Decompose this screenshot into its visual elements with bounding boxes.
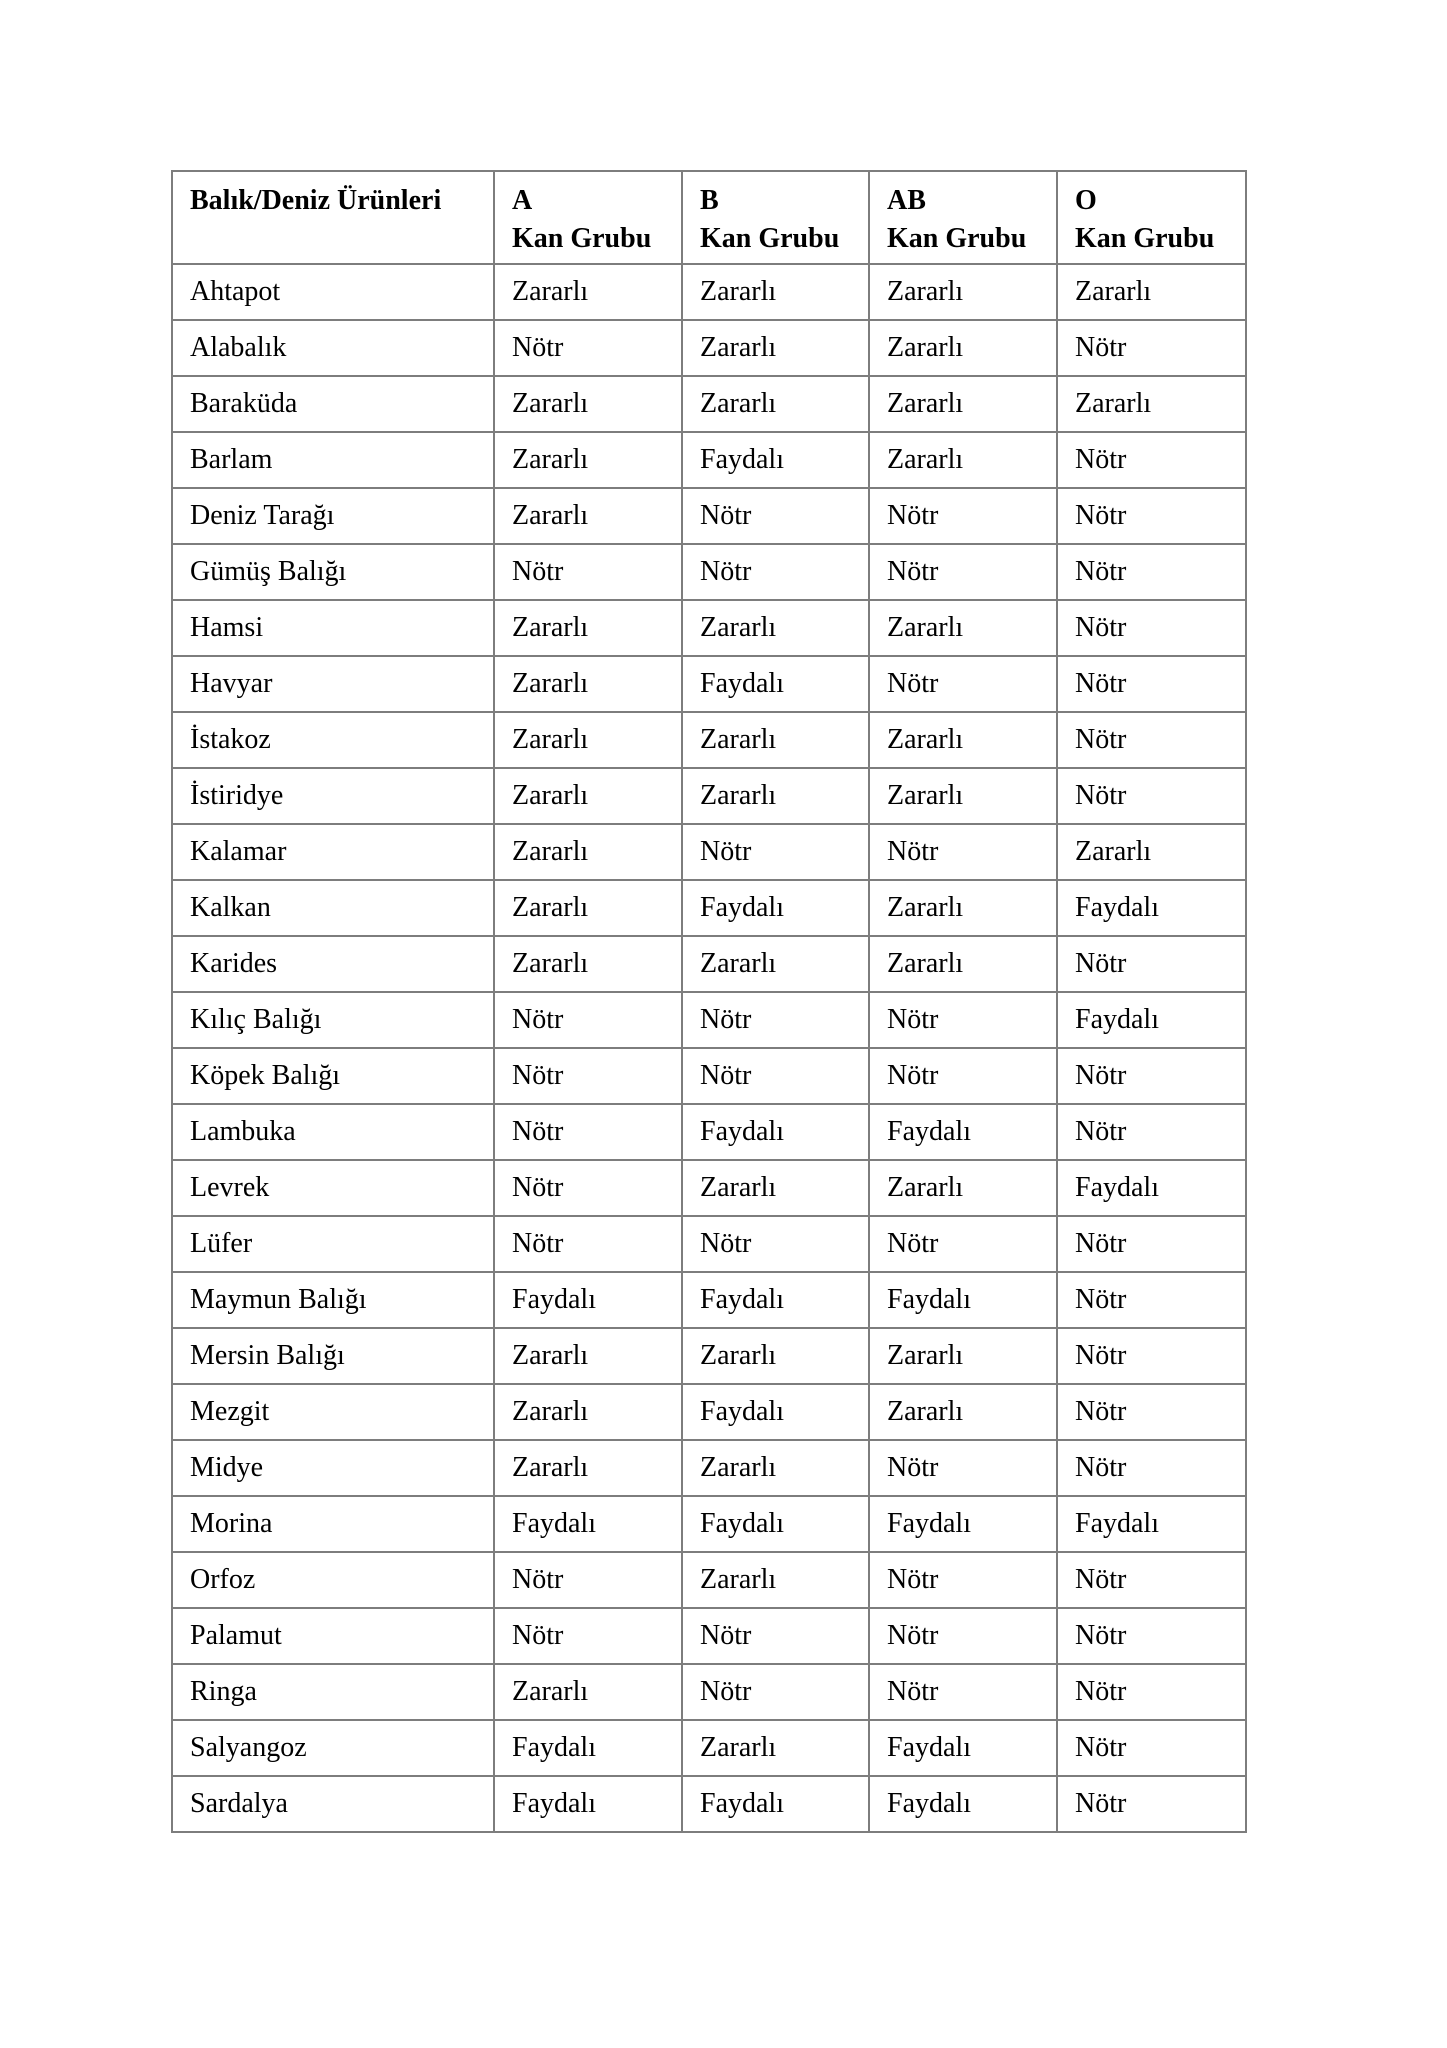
table-row (172, 768, 1246, 824)
blood-group-o-value-cell: Nötr (1057, 712, 1246, 768)
blood-group-b-value-cell: Nötr (682, 1664, 869, 1720)
blood-group-ab-value-cell: Zararlı (869, 1328, 1057, 1384)
blood-group-ab-value-cell: Zararlı (869, 432, 1057, 488)
blood-group-b-value-cell: Zararlı (682, 1552, 869, 1608)
blood-group-a-value-cell: Nötr (494, 1160, 682, 1216)
blood-group-ab-value-cell: Zararlı (869, 600, 1057, 656)
blood-group-o-value-cell: Zararlı (1057, 264, 1246, 320)
blood-group-b-value-cell: Nötr (682, 1216, 869, 1272)
blood-group-b-value-cell: Faydalı (682, 1272, 869, 1328)
blood-group-o-value-cell: Nötr (1057, 1272, 1246, 1328)
blood-group-ab-value-cell: Nötr (869, 544, 1057, 600)
table-row (172, 1664, 1246, 1720)
table-row (172, 1104, 1246, 1160)
blood-group-o-value-cell: Faydalı (1057, 992, 1246, 1048)
blood-group-a-value-cell: Faydalı (494, 1776, 682, 1832)
seafood-name-cell: Alabalık (172, 320, 494, 376)
seafood-name-cell: Köpek Balığı (172, 1048, 494, 1104)
blood-group-ab-value-cell: Faydalı (869, 1720, 1057, 1776)
blood-group-b-value-cell: Zararlı (682, 1160, 869, 1216)
table-row (172, 824, 1246, 880)
blood-group-a-value-cell: Zararlı (494, 264, 682, 320)
blood-group-ab-value-cell: Zararlı (869, 1384, 1057, 1440)
blood-group-b-value-cell: Faydalı (682, 656, 869, 712)
table-row (172, 1496, 1246, 1552)
blood-group-b-value-cell: Nötr (682, 824, 869, 880)
blood-group-ab-value-cell: Zararlı (869, 768, 1057, 824)
blood-group-b-value-cell: Nötr (682, 488, 869, 544)
seafood-name-cell: Lambuka (172, 1104, 494, 1160)
table-row (172, 712, 1246, 768)
header-seafood-column (172, 171, 494, 264)
table-body (172, 264, 1246, 1832)
blood-group-o-value-cell: Nötr (1057, 488, 1246, 544)
blood-group-ab-value-cell: Nötr (869, 1552, 1057, 1608)
blood-group-o-value-cell: Nötr (1057, 544, 1246, 600)
blood-group-b-value-cell: Faydalı (682, 1496, 869, 1552)
blood-group-ab-value-cell: Nötr (869, 1216, 1057, 1272)
table-row (172, 600, 1246, 656)
blood-group-b-value-cell: Faydalı (682, 880, 869, 936)
table-header (172, 171, 1246, 264)
header-subtitle: Kan Grubu (887, 223, 1027, 254)
seafood-name-cell: Salyangoz (172, 1720, 494, 1776)
blood-group-ab-value-cell: Zararlı (869, 264, 1057, 320)
blood-group-o-value-cell: Nötr (1057, 1384, 1246, 1440)
seafood-name-cell: Karides (172, 936, 494, 992)
blood-group-a-value-cell: Nötr (494, 1216, 682, 1272)
blood-group-o-value-cell: Nötr (1057, 768, 1246, 824)
table-row (172, 1776, 1246, 1832)
blood-group-a-value-cell: Faydalı (494, 1272, 682, 1328)
blood-group-a-value-cell: Zararlı (494, 880, 682, 936)
blood-group-o-value-cell: Nötr (1057, 1440, 1246, 1496)
table-row (172, 1608, 1246, 1664)
header-subtitle: Kan Grubu (1075, 223, 1215, 254)
seafood-name-cell: Ringa (172, 1664, 494, 1720)
seafood-name-cell: Gümüş Balığı (172, 544, 494, 600)
seafood-name-cell: Ahtapot (172, 264, 494, 320)
blood-group-b-value-cell: Zararlı (682, 768, 869, 824)
blood-group-b-value-cell: Zararlı (682, 376, 869, 432)
header-blood-group-a-column (494, 171, 682, 264)
seafood-name-cell: Sardalya (172, 1776, 494, 1832)
seafood-name-cell: Mersin Balığı (172, 1328, 494, 1384)
seafood-name-cell: İstakoz (172, 712, 494, 768)
table-row (172, 432, 1246, 488)
table-row (172, 1272, 1246, 1328)
blood-group-a-value-cell: Zararlı (494, 656, 682, 712)
blood-group-ab-value-cell: Nötr (869, 992, 1057, 1048)
blood-group-ab-value-cell: Zararlı (869, 880, 1057, 936)
blood-group-a-value-cell: Nötr (494, 544, 682, 600)
table-row (172, 544, 1246, 600)
blood-group-a-value-cell: Zararlı (494, 1384, 682, 1440)
table-row (172, 1160, 1246, 1216)
blood-group-ab-value-cell: Zararlı (869, 1160, 1057, 1216)
blood-group-ab-value-cell: Nötr (869, 1048, 1057, 1104)
blood-group-o-value-cell: Nötr (1057, 1776, 1246, 1832)
blood-group-a-value-cell: Zararlı (494, 376, 682, 432)
seafood-name-cell: Maymun Balığı (172, 1272, 494, 1328)
blood-group-b-value-cell: Faydalı (682, 1384, 869, 1440)
table-row (172, 1328, 1246, 1384)
table-row (172, 1384, 1246, 1440)
blood-group-o-value-cell: Nötr (1057, 600, 1246, 656)
blood-group-ab-value-cell: Faydalı (869, 1496, 1057, 1552)
seafood-name-cell: Kalkan (172, 880, 494, 936)
blood-group-o-value-cell: Nötr (1057, 936, 1246, 992)
header-subtitle: Kan Grubu (700, 223, 840, 254)
seafood-name-cell: Midye (172, 1440, 494, 1496)
seafood-name-cell: Baraküda (172, 376, 494, 432)
blood-group-o-value-cell: Nötr (1057, 1608, 1246, 1664)
blood-group-ab-value-cell: Faydalı (869, 1104, 1057, 1160)
blood-group-o-value-cell: Nötr (1057, 1328, 1246, 1384)
blood-group-o-value-cell: Nötr (1057, 1048, 1246, 1104)
blood-group-b-value-cell: Zararlı (682, 1440, 869, 1496)
blood-group-b-value-cell: Nötr (682, 544, 869, 600)
blood-group-ab-value-cell: Zararlı (869, 712, 1057, 768)
blood-group-ab-value-cell: Zararlı (869, 936, 1057, 992)
blood-group-a-value-cell: Faydalı (494, 1720, 682, 1776)
blood-group-o-value-cell: Nötr (1057, 432, 1246, 488)
blood-group-ab-value-cell: Nötr (869, 1664, 1057, 1720)
header-title: A (512, 185, 533, 216)
blood-group-a-value-cell: Zararlı (494, 824, 682, 880)
blood-group-b-value-cell: Zararlı (682, 320, 869, 376)
header-subtitle: Kan Grubu (512, 223, 652, 254)
blood-group-a-value-cell: Zararlı (494, 1440, 682, 1496)
blood-group-b-value-cell: Zararlı (682, 264, 869, 320)
seafood-name-cell: Morina (172, 1496, 494, 1552)
table-row (172, 1720, 1246, 1776)
blood-group-o-value-cell: Faydalı (1057, 1496, 1246, 1552)
seafood-blood-group-table (171, 170, 1247, 1833)
seafood-name-cell: Kılıç Balığı (172, 992, 494, 1048)
blood-group-a-value-cell: Zararlı (494, 600, 682, 656)
header-title: Balık/Deniz Ürünleri (190, 185, 442, 216)
blood-group-o-value-cell: Nötr (1057, 1216, 1246, 1272)
table-row (172, 992, 1246, 1048)
header-title: O (1075, 185, 1097, 216)
blood-group-a-value-cell: Nötr (494, 320, 682, 376)
blood-group-o-value-cell: Nötr (1057, 1552, 1246, 1608)
header-blood-group-ab-column (869, 171, 1057, 264)
seafood-name-cell: İstiridye (172, 768, 494, 824)
table-row (172, 264, 1246, 320)
blood-group-ab-value-cell: Zararlı (869, 376, 1057, 432)
table-row (172, 1552, 1246, 1608)
blood-group-b-value-cell: Zararlı (682, 1328, 869, 1384)
blood-group-o-value-cell: Faydalı (1057, 1160, 1246, 1216)
header-title: AB (887, 185, 926, 216)
blood-group-a-value-cell: Nötr (494, 992, 682, 1048)
table-row (172, 656, 1246, 712)
blood-group-b-value-cell: Zararlı (682, 936, 869, 992)
seafood-name-cell: Hamsi (172, 600, 494, 656)
blood-group-b-value-cell: Zararlı (682, 600, 869, 656)
blood-group-o-value-cell: Faydalı (1057, 880, 1246, 936)
blood-group-b-value-cell: Faydalı (682, 1776, 869, 1832)
blood-group-o-value-cell: Zararlı (1057, 376, 1246, 432)
blood-group-a-value-cell: Nötr (494, 1552, 682, 1608)
blood-group-a-value-cell: Nötr (494, 1104, 682, 1160)
blood-group-o-value-cell: Nötr (1057, 1104, 1246, 1160)
blood-group-o-value-cell: Nötr (1057, 320, 1246, 376)
table-row (172, 1216, 1246, 1272)
blood-group-a-value-cell: Nötr (494, 1048, 682, 1104)
blood-group-b-value-cell: Nötr (682, 992, 869, 1048)
blood-group-b-value-cell: Zararlı (682, 1720, 869, 1776)
table-row (172, 1048, 1246, 1104)
header-blood-group-o-column (1057, 171, 1246, 264)
seafood-name-cell: Deniz Tarağı (172, 488, 494, 544)
blood-group-b-value-cell: Zararlı (682, 712, 869, 768)
blood-group-o-value-cell: Nötr (1057, 1720, 1246, 1776)
seafood-name-cell: Mezgit (172, 1384, 494, 1440)
blood-group-b-value-cell: Faydalı (682, 432, 869, 488)
header-title: B (700, 185, 719, 216)
blood-group-a-value-cell: Zararlı (494, 1664, 682, 1720)
blood-group-b-value-cell: Nötr (682, 1608, 869, 1664)
blood-group-o-value-cell: Nötr (1057, 1664, 1246, 1720)
header-blood-group-b-column (682, 171, 869, 264)
seafood-name-cell: Havyar (172, 656, 494, 712)
blood-group-ab-value-cell: Nötr (869, 824, 1057, 880)
blood-group-a-value-cell: Zararlı (494, 488, 682, 544)
blood-group-a-value-cell: Nötr (494, 1608, 682, 1664)
blood-group-o-value-cell: Zararlı (1057, 824, 1246, 880)
seafood-name-cell: Barlam (172, 432, 494, 488)
blood-group-ab-value-cell: Zararlı (869, 320, 1057, 376)
table-row (172, 1440, 1246, 1496)
blood-group-o-value-cell: Nötr (1057, 656, 1246, 712)
blood-group-ab-value-cell: Nötr (869, 656, 1057, 712)
blood-group-b-value-cell: Faydalı (682, 1104, 869, 1160)
seafood-name-cell: Kalamar (172, 824, 494, 880)
blood-group-a-value-cell: Zararlı (494, 1328, 682, 1384)
blood-group-ab-value-cell: Nötr (869, 1608, 1057, 1664)
table-row (172, 936, 1246, 992)
blood-group-a-value-cell: Zararlı (494, 712, 682, 768)
blood-group-a-value-cell: Zararlı (494, 768, 682, 824)
blood-group-a-value-cell: Faydalı (494, 1496, 682, 1552)
seafood-name-cell: Levrek (172, 1160, 494, 1216)
blood-group-ab-value-cell: Nötr (869, 1440, 1057, 1496)
table-header-row (172, 171, 1246, 264)
blood-group-ab-value-cell: Faydalı (869, 1272, 1057, 1328)
blood-group-a-value-cell: Zararlı (494, 432, 682, 488)
seafood-name-cell: Lüfer (172, 1216, 494, 1272)
seafood-name-cell: Palamut (172, 1608, 494, 1664)
table-row (172, 488, 1246, 544)
blood-group-ab-value-cell: Faydalı (869, 1776, 1057, 1832)
blood-group-a-value-cell: Zararlı (494, 936, 682, 992)
blood-group-ab-value-cell: Nötr (869, 488, 1057, 544)
table-row (172, 880, 1246, 936)
table-row (172, 320, 1246, 376)
table-row (172, 376, 1246, 432)
blood-group-b-value-cell: Nötr (682, 1048, 869, 1104)
seafood-name-cell: Orfoz (172, 1552, 494, 1608)
